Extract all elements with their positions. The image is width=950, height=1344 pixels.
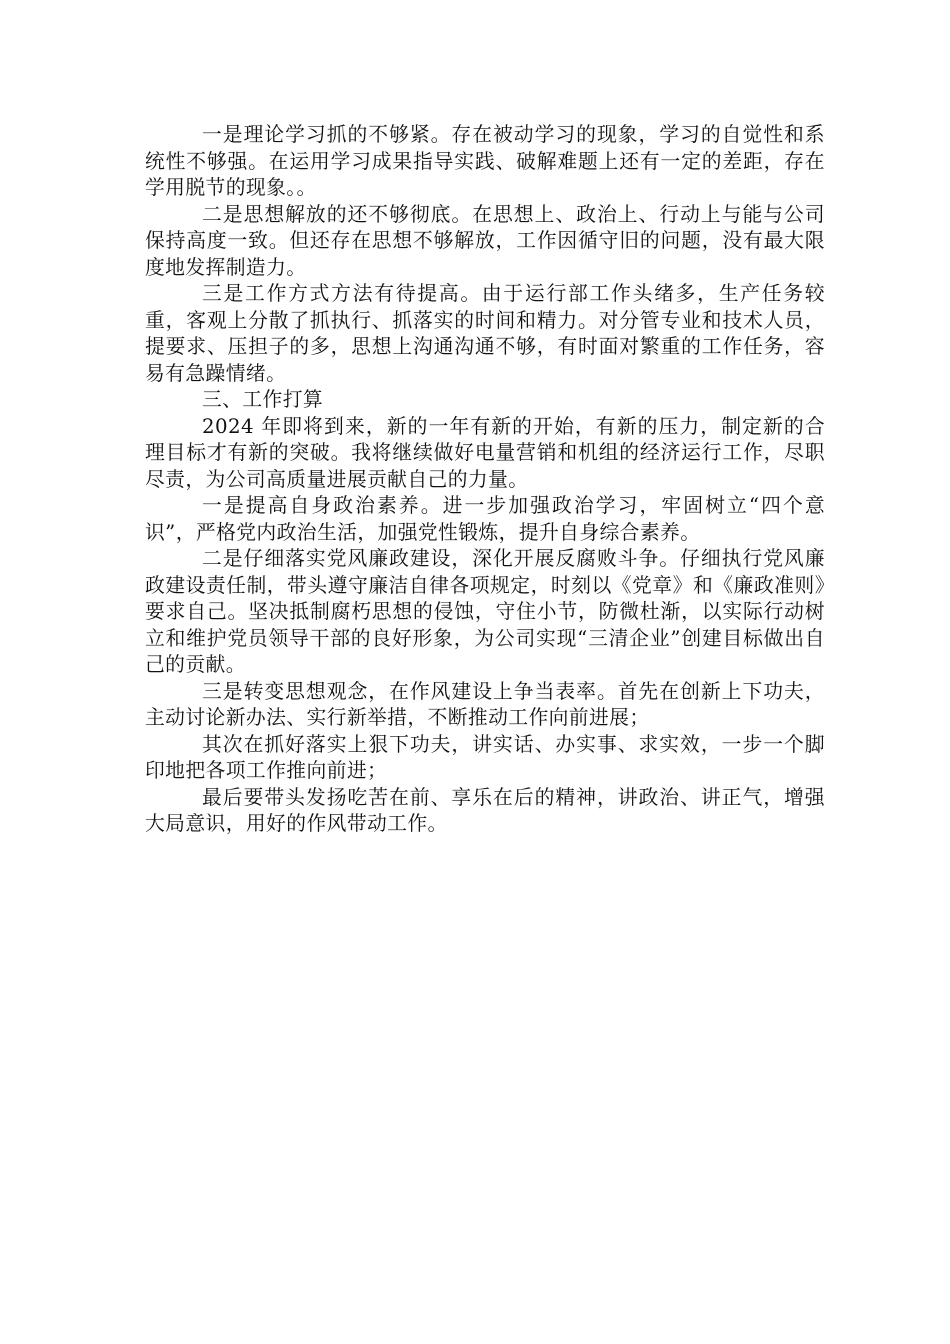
paragraph-work-style: 三是转变思想观念，在作风建设上争当表率。首先在创新上下功夫，主动讨论新办法、实行新举措，不断推动工作向前进展； (145, 679, 825, 729)
section-heading-work-plan: 三、工作打算 (202, 388, 324, 411)
paragraph-leadership-example: 最后要带头发扬吃苦在前、享乐在后的精神，讲政治、讲正气，增强大局意识，用好的作风带动工作。 (145, 785, 825, 835)
paragraph-implementation: 其次在抓好落实上狠下功夫，讲实话、办实事、求实效，一步一个脚印地把各项工作推向前进； (145, 732, 825, 782)
paragraph-political-quality: 一是提高自身政治素养。进一步加强政治学习，牢固树立“四个意识”，严格党内政治生活，加强党性锻炼，提升自身综合素养。 (145, 494, 825, 544)
paragraph-theory-study: 一是理论学习抓的不够紧。存在被动学习的现象，学习的自觉性和系统性不够强。在运用学习成果指导实践、破解难题上还有一定的差距，存在学用脱节的现象。。 (145, 123, 825, 199)
document-body (145, 122, 825, 838)
paragraph-year-plan: 2024 年即将到来，新的一年有新的开始，有新的压力，制定新的合理目标才有新的突破。我将继续做好电量营销和机组的经济运行工作，尽职尽责，为公司高质量进展贡献自己的力量。 (145, 414, 825, 491)
paragraph-anti-corruption: 二是仔细落实党风廉政建设，深化开展反腐败斗争。仔细执行党风廉政建设责任制，带头遵守廉洁自律各项规定，时刻以《党章》和《廉政准则》要求自己。坚决抵制腐朽思想的侵蚀，守住小节，防微杜渐，以实际行动树立和维护党员领导干部的良好形象，为公司实现“三清企业”创建目标做出自己的贡献。 (145, 547, 825, 676)
paragraph-work-methods: 三是工作方式方法有待提高。由于运行部工作头绪多，生产任务较重，客观上分散了抓执行、抓落实的时间和精力。对分管专业和技术人员，提要求、压担子的多，思想上沟通沟通不够，有时面对繁重的工作任务，容易有急躁情绪。 (145, 282, 825, 385)
paragraph-thought-liberation: 二是思想解放的还不够彻底。在思想上、政治上、行动上与能与公司保持高度一致。但还存在思想不够解放，工作因循守旧的问题，没有最大限度地发挥制造力。 (145, 202, 825, 279)
